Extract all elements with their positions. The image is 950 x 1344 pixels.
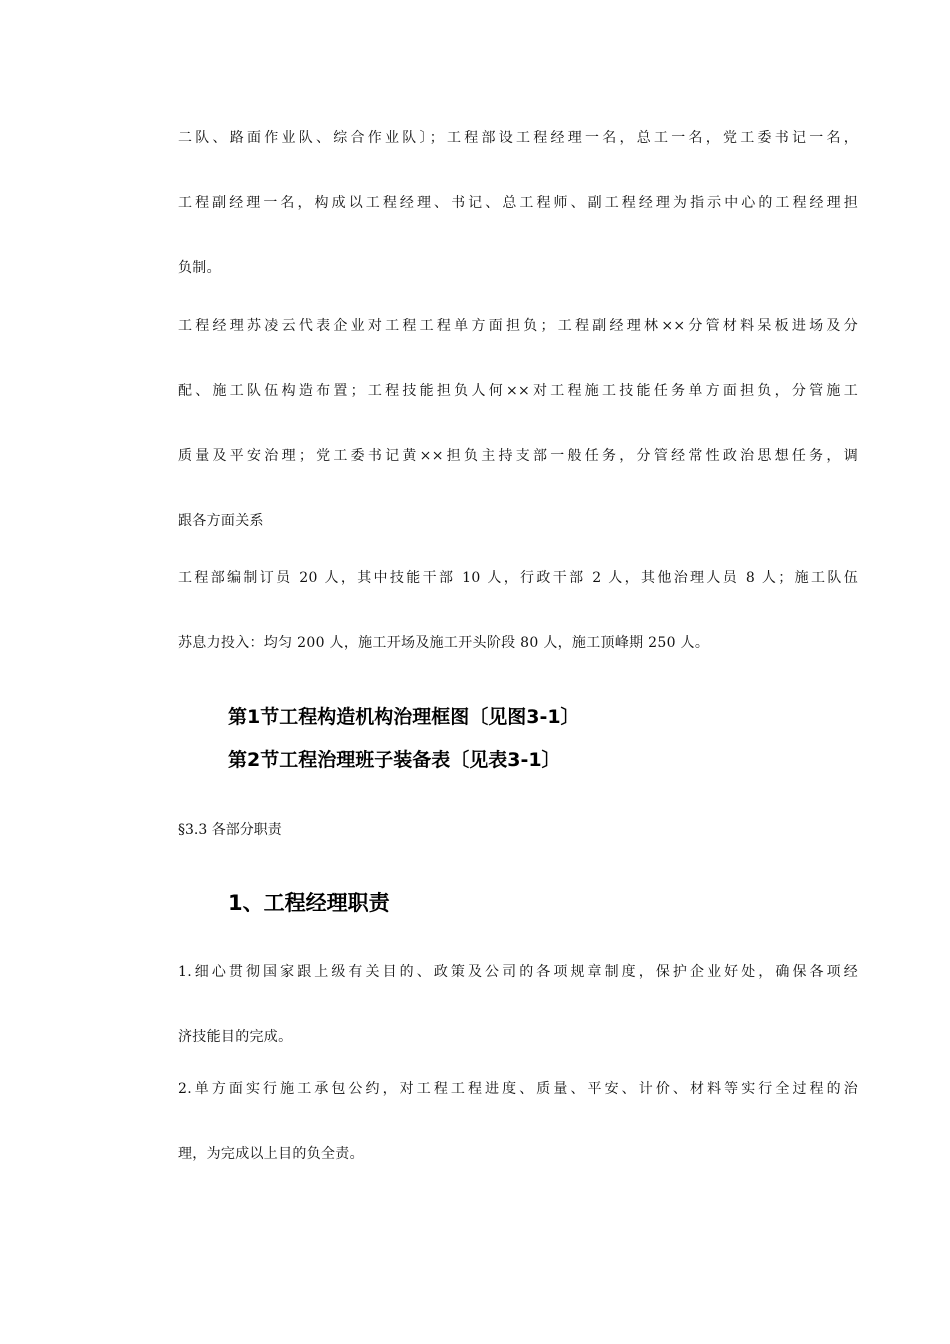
paragraph-2-line-4: 跟各方面关系	[178, 513, 264, 529]
heading-section-2: 第2节工程治理班子装备表〔见表3-1〕	[228, 749, 561, 771]
paragraph-3-line-2: 苏息力投入：均匀 200 人，施工开场及施工开头阶段 80 人，施工顶峰期 250 人。	[178, 635, 710, 651]
item-2-line-1: 2.单方面实行施工承包公约，对工程工程进度、质量、平安、计价、材料等实行全过程的治	[178, 1081, 858, 1097]
item-2-line-2: 理，为完成以上目的负全责。	[178, 1146, 364, 1162]
paragraph-1-line-3: 负制。	[178, 260, 221, 276]
paragraph-1-line-1: 二队、路面作业队、综合作业队〕；工程部设工程经理一名，总工一名，党工委书记一名，	[178, 130, 858, 146]
item-1-line-2: 济技能目的完成。	[178, 1029, 293, 1045]
section-title: §3.3 各部分职责	[178, 822, 282, 838]
paragraph-2-line-2: 配、施工队伍构造布置；工程技能担负人何××对工程施工技能任务单方面担负，分管施工	[178, 383, 858, 399]
paragraph-2-line-3: 质量及平安治理；党工委书记黄××担负主持支部一般任务，分管经常性政治思想任务，调	[178, 448, 858, 464]
paragraph-1-line-2: 工程副经理一名，构成以工程经理、书记、总工程师、副工程经理为指示中心的工程经理担	[178, 195, 858, 211]
item-1-line-1: 1.细心贯彻国家跟上级有关目的、政策及公司的各项规章制度，保护企业好处，确保各项经	[178, 964, 858, 980]
heading-section-1: 第1节工程构造机构治理框图〔见图3-1〕	[228, 706, 580, 728]
subsection-title: 1、工程经理职责	[228, 891, 390, 915]
paragraph-2-line-1: 工程经理苏凌云代表企业对工程工程单方面担负；工程副经理林××分管材料呆板进场及分	[178, 318, 858, 334]
paragraph-3-line-1: 工程部编制订员 20 人，其中技能干部 10 人，行政干部 2 人，其他治理人员 8 人；施工队伍	[178, 570, 858, 586]
